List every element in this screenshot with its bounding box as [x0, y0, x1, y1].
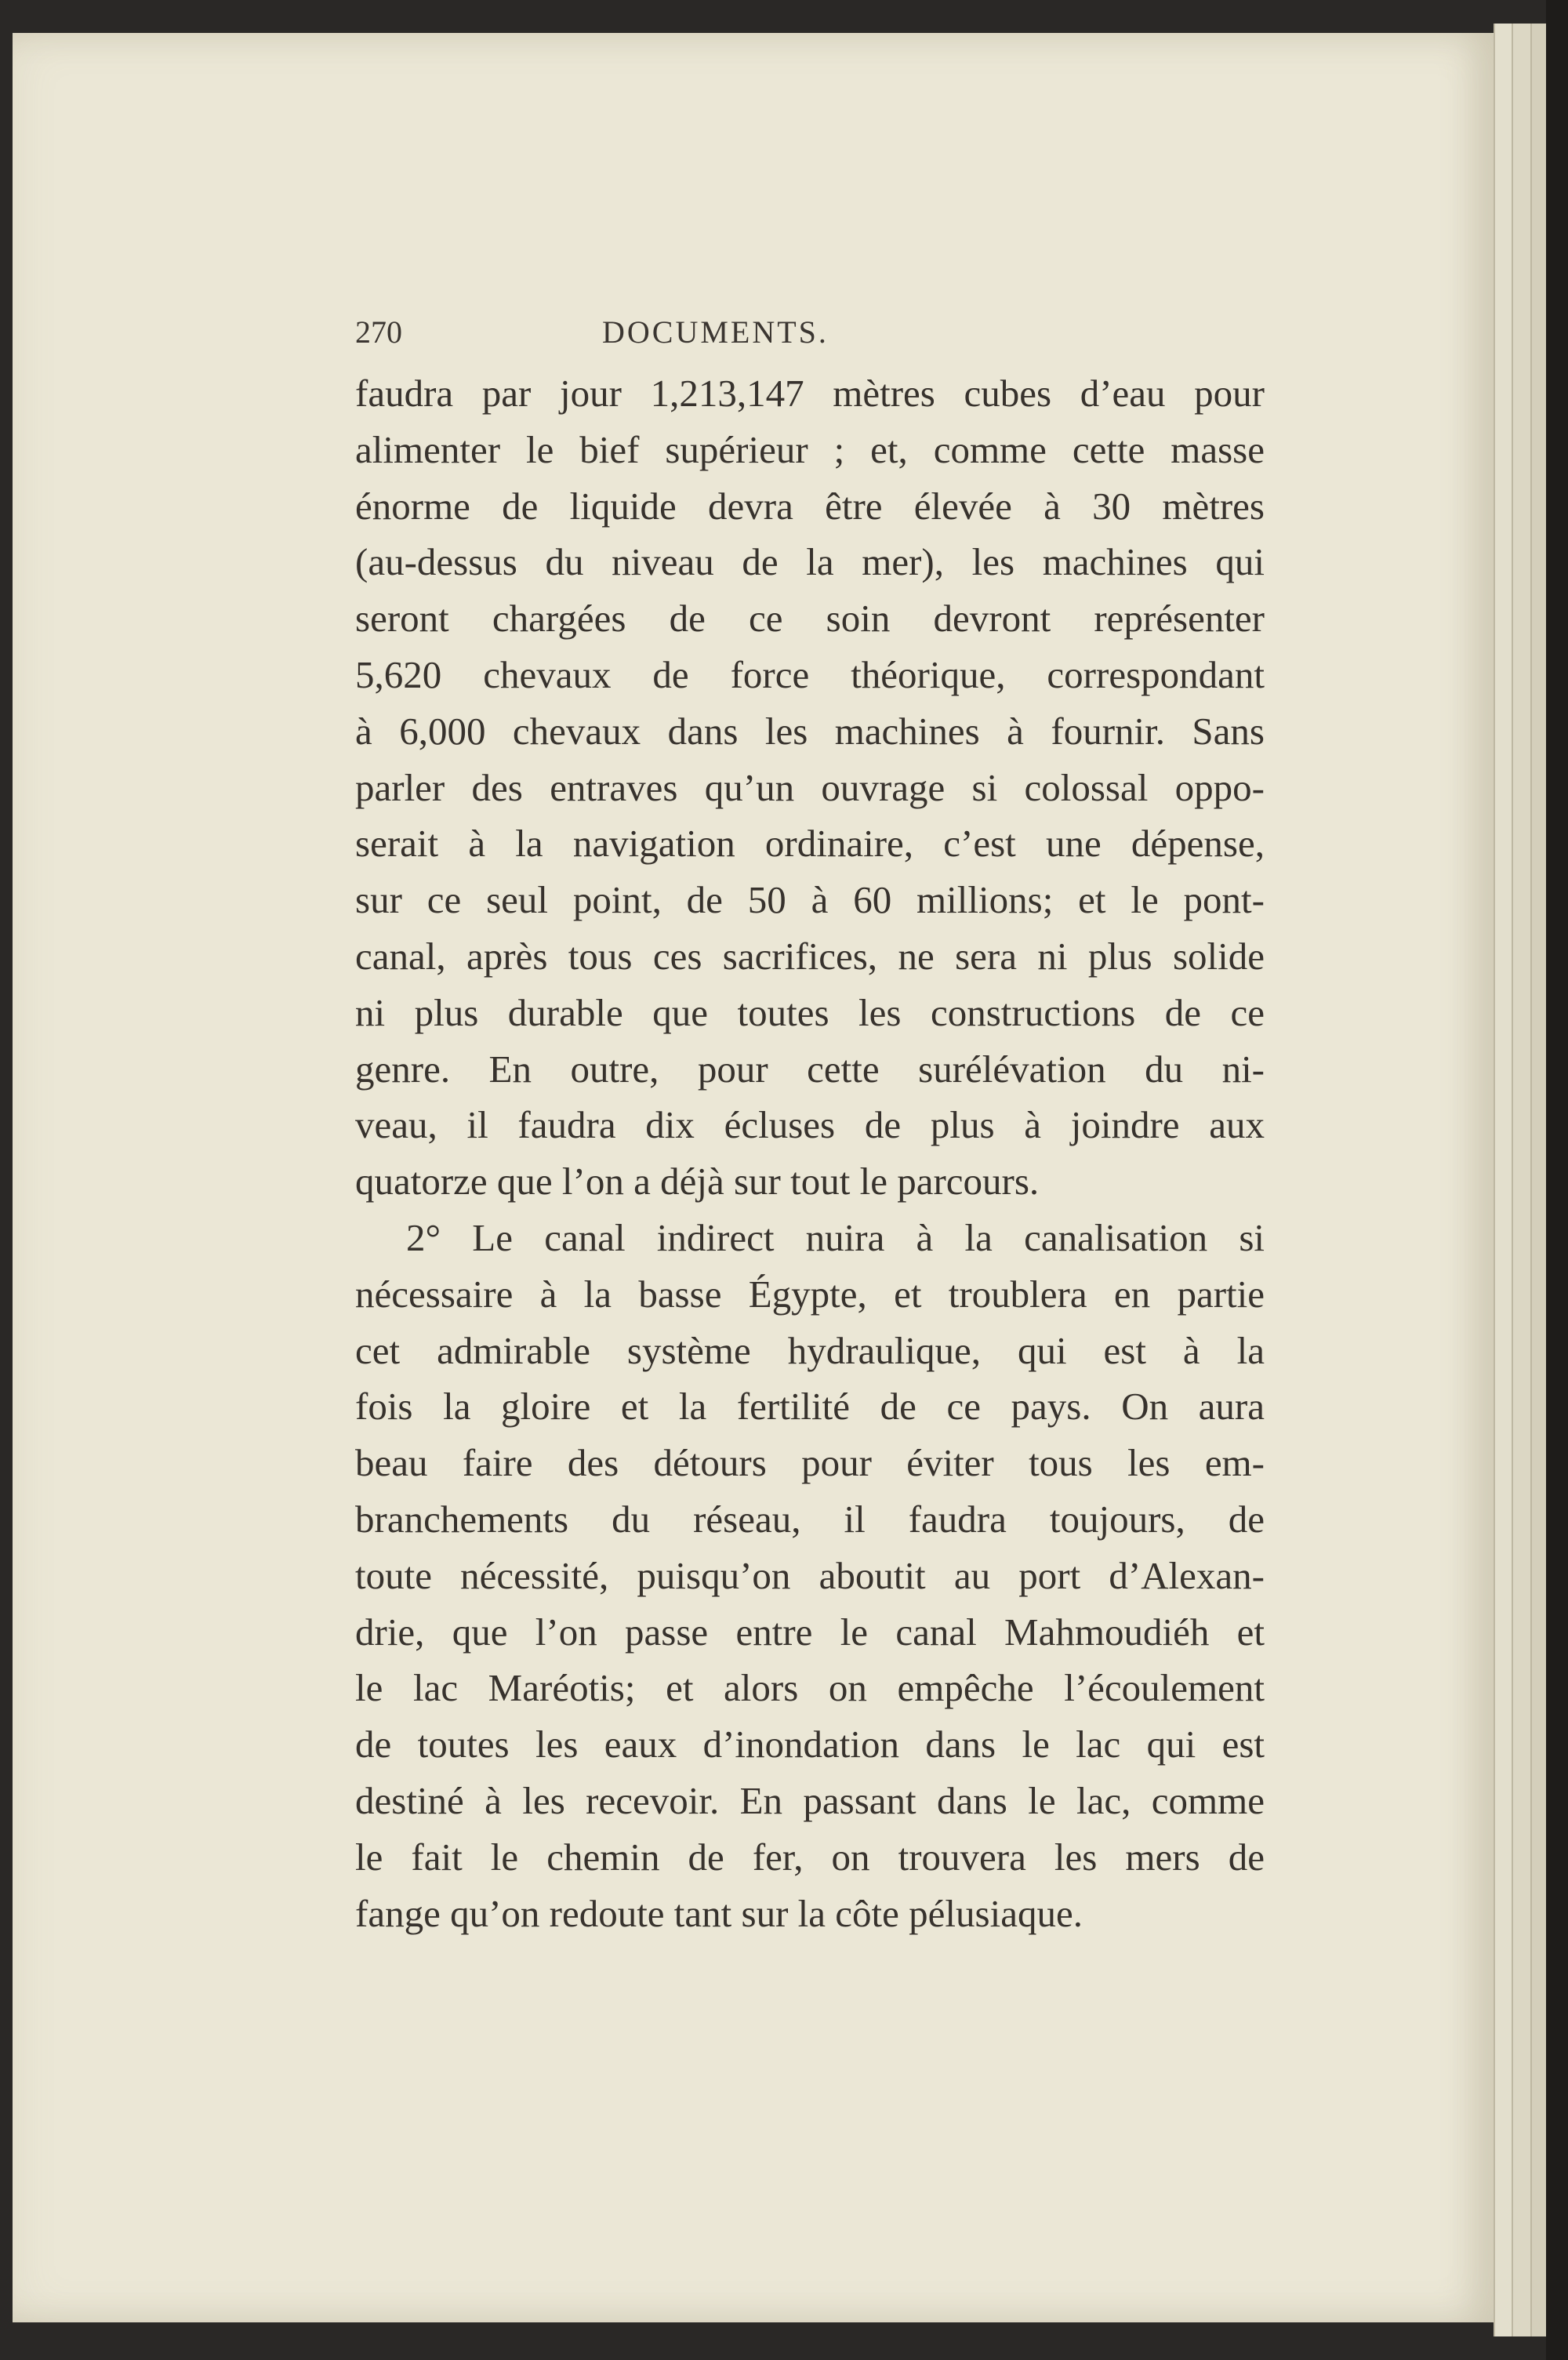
text-line: de toutes les eaux d’inondation dans le lac qui est: [355, 1723, 1265, 1766]
page-header: [355, 314, 1265, 361]
text-line: nécessaire à la basse Égypte, et troublera en partie: [355, 1272, 1265, 1316]
text-line: énorme de liquide devra être élevée à 30 mètres: [355, 484, 1265, 528]
running-head: DOCUMENTS.: [602, 314, 829, 350]
page-edge: [1512, 24, 1530, 2336]
text-line: à 6,000 chevaux dans les machines à fournir. Sans: [355, 709, 1265, 753]
text-line: genre. En outre, pour cette surélévation du ni-: [355, 1047, 1265, 1091]
text-line: le lac Maréotis; et alors on empêche l’écoulement: [355, 1666, 1265, 1710]
page-edge: [1494, 24, 1512, 2336]
book-spine: [1546, 0, 1568, 2360]
text-line: alimenter le bief supérieur ; et, comme cette masse: [355, 427, 1265, 471]
text-line: fange qu’on redoute tant sur la côte pélusiaque.: [355, 1891, 1083, 1935]
text-line: beau faire des détours pour éviter tous les em-: [355, 1441, 1265, 1485]
page-number: 270: [355, 314, 402, 350]
text-line: seront chargées de ce soin devront représenter: [355, 597, 1265, 641]
text-line: cet admirable système hydraulique, qui est à la: [355, 1328, 1265, 1372]
text-line: canal, après tous ces sacrifices, ne sera ni plus solide: [355, 934, 1265, 978]
text-line: le fait le chemin de fer, on trouvera les mers de: [355, 1835, 1265, 1879]
text-line: fois la gloire et la fertilité de ce pays. On aura: [355, 1385, 1265, 1429]
text-line: parler des entraves qu’un ouvrage si colossal oppo-: [355, 765, 1265, 809]
text-line: 5,620 chevaux de force théorique, correspondant: [355, 652, 1265, 696]
body-text: [355, 365, 1265, 1941]
page-edge: [1530, 24, 1548, 2336]
text-line: 2° Le canal indirect nuira à la canalisation si: [406, 1215, 1265, 1259]
text-line: toute nécessité, puisqu’on aboutit au port d’Alexan-: [355, 1553, 1265, 1597]
text-line: drie, que l’on passe entre le canal Mahmoudiéh et: [355, 1610, 1265, 1654]
text-line: (au-dessus du niveau de la mer), les machines qui: [355, 540, 1265, 584]
text-line: quatorze que l’on a déjà sur tout le parcours.: [355, 1160, 1040, 1204]
text-line: veau, il faudra dix écluses de plus à joindre aux: [355, 1103, 1265, 1147]
text-line: destiné à les recevoir. En passant dans le lac, comme: [355, 1778, 1265, 1822]
text-line: serait à la navigation ordinaire, c’est une dépense,: [355, 822, 1265, 866]
text-line: faudra par jour 1,213,147 mètres cubes d’eau pour: [355, 372, 1265, 415]
text-line: sur ce seul point, de 50 à 60 millions; et le pont-: [355, 878, 1265, 922]
text-line: branchements du réseau, il faudra toujours, de: [355, 1497, 1265, 1541]
text-line: ni plus durable que toutes les constructions de ce: [355, 990, 1265, 1034]
